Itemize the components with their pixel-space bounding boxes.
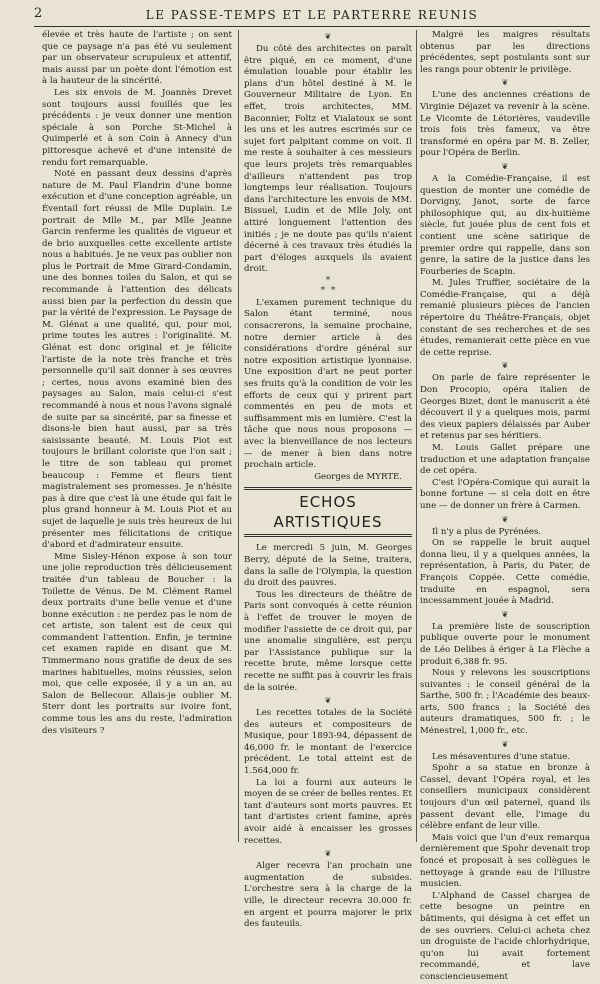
paragraph: Spohr a sa statue en bronze à Cassel, devant l'Opéra royal, et les conseillers municipaux considèrent toujours d'un œil paternel, quand ils passent devant elle, l'image du célèbre enfant de leur ville. [420, 763, 590, 832]
paragraph: La loi a fourni aux auteurs le moyen de se créer de belles rentes. Et tant d'auteurs sont morts pauvres. Et tant d'artistes crient famine, après avoir aidé à encaisser les grosses recettes. [244, 777, 412, 846]
paragraph: Mme Sisley-Hénon expose à son tour une jolie reproduction très délicieusement traitée d'un tableau de Boucher : la Toilette de Vénus. De M. Clément Ramel deux portraits d'une belle venue et d'une bonne exécution : ne perdez pas le nom de cet artiste, son talent est de ceux qui commandent l'attention. Enfin, je termine cet examen rapide en disant que M. Timmermano nous gratifie de deux de ses marines habituelles, moins réussies, selon moi, que celle exposée, il y a un an, au Salon de Bellecour. Allais-je oublier M. Sterr dont les portraits sur ivoire font, comme tous les ans du reste, l'admiration des visiteurs ? [42, 551, 232, 736]
paragraph: La première liste de souscription publique ouverte pour le monument de Léo Delibes à ériger à La Flèche a produit 6,388 fr. 95. [420, 621, 590, 667]
salon-article-conclusion [244, 298, 412, 472]
column-divider [416, 30, 417, 842]
ornament-icon: ❦ [501, 739, 509, 749]
paragraph: On parle de faire représenter le Don Procopio, opéra italien de Georges Bizet, dont le manuscrit a été découvert il y a quelques mois, parmi des vieux papiers délaissés par Auber et retenus par ses héritiers. [420, 373, 590, 442]
column-middle [244, 30, 412, 931]
paragraph: Tous les directeurs de théâtre de Paris sont convoqués à cette réunion à l'effet de trouver le moyen de modifier l'assiette de ce droit qui, par une anomalie singulière, est perçu par l'Assistance publique sur la recette brute, même lorsque cette recette ne suffit pas à couvrir les frais de la soirée. [244, 589, 412, 693]
ornament-icon: ❦ [324, 696, 332, 706]
asterism-icon: * * * [320, 275, 336, 296]
page-header [34, 4, 590, 27]
paragraph: Le mercredi 5 juin, M. Georges Berry, député de la Seine, traitera, dans la salle de l'Olympia, la question du droit des pauvres. [244, 543, 412, 589]
page-number: 2 [34, 6, 43, 21]
column-right [420, 30, 590, 984]
echos-items [244, 543, 412, 930]
author-signature: Georges de MYRTE. [314, 471, 402, 482]
ornament-icon: ❦ [501, 78, 509, 88]
paragraph: L'une des anciennes créations de Virginie Déjazet va revenir à la scène. Le Vicomte de Létorières, vaudeville trois fois très fameux, va être transformé en opéra par M. B. Zeller, pour l'Opéra de Berlin. [420, 90, 590, 159]
paragraph: C'est l'Opéra-Comique qui aurait la bonne fortune — si cela doit en être une — de donner un frère à Carmen. [420, 477, 590, 511]
paragraph: Du côté des architectes on paraît être piqué, en ce moment, d'une émulation louable pour établir les plans d'un hôtel destiné à M. le Gouverneur Militaire de Lyon. En effet, trois architectes, MM. Baconnier, Foltz et Vialatoux se sont les uns et les autres escrimés sur ce sujet fort palpitant comme on voit. Il me reste à souhaiter à ces messieurs que leurs projets très remarquables d'ailleurs n'attendent pas trop longtemps leur réalisation. Toujours dans l'architecture les envois de MM. Bissuel, Ludin et de Mlle Joly, ont attiré longuement l'attention des initiés ; je ne doute pas qu'ils n'aient décerné à ces travaux très étudiés la part d'éloges auxquels ils avaient droit. [244, 44, 412, 275]
paragraph: M. Louis Gallet prépare une traduction et une adaptation française de cet opéra. [420, 443, 590, 477]
paragraph: Les mésaventures d'une statue. [432, 751, 571, 762]
paragraph: L'examen purement technique du Salon étant terminé, nous consacrerons, la semaine prochaine, notre dernier article à des considérations d'ordre général sur notre exposition artistique lyonnaise. Une exposition d'art ne peut porter ses fruits qu'à la condition de voir les efforts de ceux qui y prirent part commentés en peu de mots et suffisamment mis en lumière. C'est la tâche que nous nous proposons — avec la bienveillance de nos lecteurs — de mener à bien dans notre prochain article. [244, 297, 412, 471]
paragraph: Il n'y a plus de Pyrénées. [432, 526, 542, 537]
ornament-icon: ❦ [324, 849, 332, 859]
paragraph: Malgré les maigres résultats obtenus par les directions précédentes, sept postulants sont sur les rangs pour obtenir le privilège. [420, 30, 590, 75]
ornament-icon: ❦ [324, 32, 332, 41]
column-left [42, 30, 232, 737]
journal-title: LE PASSE-TEMPS ET LE PARTERRE REUNIS [145, 8, 479, 22]
ornament-icon: ❦ [501, 361, 509, 371]
section-header [244, 487, 412, 537]
ornament-icon: ❦ [501, 514, 509, 524]
ornament-icon: ❦ [501, 161, 509, 171]
paragraph: On se rappelle le bruit auquel donna lieu, il y a quelques années, la représentation, à Paris, du Pater, de François Coppée. Cette comédie, traduite en espagnol, sera incessamment jouée à Madrid. [420, 538, 590, 607]
paragraph: Mais voici que l'un d'eux remarqua dernièrement que Spohr devenait trop foncé et proposait à ses collègues le nettoyage à grande eau de l'illustre musicien. [420, 832, 590, 890]
paragraph: Les six envois de M. Joannès Drevet sont toujours aussi fouillés que les précédents : je veux donner une mention spéciale à son Porche St-Michel à Quimperlé et à son Coin à Annecy d'un pittoresque achevé et d'une intensité de rendu fort remarquable. [42, 87, 232, 168]
paragraph: Nous y relevons les souscriptions suivantes : le conseil général de la Sarthe, 500 fr. ; l'Académie des beaux-arts, 500 francs ; la Société des auteurs dramatiques, 500 fr. ; le Ménestrel, 1,000 fr., etc. [420, 668, 590, 737]
salon-article-end [244, 44, 412, 276]
paragraph: Noté en passant deux dessins d'après nature de M. Paul Flandrin d'une bonne exécution et d'une conception agréable, un Éventail fort réussi de Mlle Duplain. Le portrait de Mlle M., par Mlle Jeanne Garcin renferme les qualités de vigueur et de brio auxquelles cette excellente artiste nous a habitués. Je ne veux pas oublier non plus le Portrait de Mme Girard-Condamin, une des bonnes toiles du Salon, et qui se recommande à l'attention des délicats aussi bien par la perfection du dessin que par la vérité de l'expression. Le Paysage de M. Glénat a une qualité, qui, pour moi, prime toutes les autres : l'originalité. M. Glénat est donc original et je félicite l'artiste de la note très franche et très personnelle qu'il sait donner à ses œuvres ; certes, nous avons examiné bien des paysages au Salon, mais celui-ci s'est recommandé à nous et nous l'avons signalé de suite par sa sincérité, par sa finesse et disons-le bien haut aussi, par sa très saisissante beauté. M. Louis Piot est toujours le brillant coloriste que l'on sait ; le titre de son tableau qui promet beaucoup : Femme et fleurs tient magistralement ses promesses. Je n'hésite pas à dire que c'est là une étude qui fait le plus grand honneur à M. Louis Piot et au sujet de laquelle je suis très heureux de lui présenter mes félicitations de critique d'abord et d'admirateur ensuite. [42, 169, 232, 551]
paragraph: Alger recevra l'an prochain une augmentation de subsides. L'orchestre sera à la charge de la ville, le directeur recevra 30.000 fr. en argent et pourra majorer le prix des fauteuils. [244, 861, 412, 930]
paragraph: élevée et très haute de l'artiste ; on sent que ce paysage n'a pas été vu seulement par un observateur scrupuleux et attentif, mais aussi par un poète dont l'émotion est à la hauteur de la sincérité. [42, 30, 232, 87]
paragraph: M. Jules Truffier, sociétaire de la Comédie-Française, qui a déjà remanié plusieurs pièces de l'ancien répertoire du Théâtre-Français, objet constant de ses recherches et de ses études, remanierait cette pièce en vue de cette reprise. [420, 278, 590, 358]
ornament-icon: ❦ [501, 609, 509, 619]
section-title: ECHOS ARTISTIQUES [273, 493, 383, 532]
paragraph: A la Comédie-Française, il est question de monter une comédie de Dorvigny, Janot, sorte de farce philosophique qui, au dix-huitième siècle, fut jouée plus de cent fois et contient une scène satirique de premier ordre qui rappelle, dans son genre, la satire de la justice dans les Fourberies de Scapin. [420, 173, 590, 277]
paragraph: L'Alphand de Cassel chargea de cette besogne un peintre en bâtiments, qui désigna à cet effet un de ses ouvriers. Celui-ci acheta chez un droguiste de l'acide chlorhydrique, qu'on lui avait fortement recommandé, et lave consciencieusement [420, 890, 590, 982]
column-divider [238, 30, 239, 842]
paragraph: Les recettes totales de la Société des auteurs et compositeurs de Musique, pour 1893-94, dépassent de 46,000 fr. le montant de l'exercice précédent. Le total atteint est de 1.564,000 fr. [244, 708, 412, 777]
